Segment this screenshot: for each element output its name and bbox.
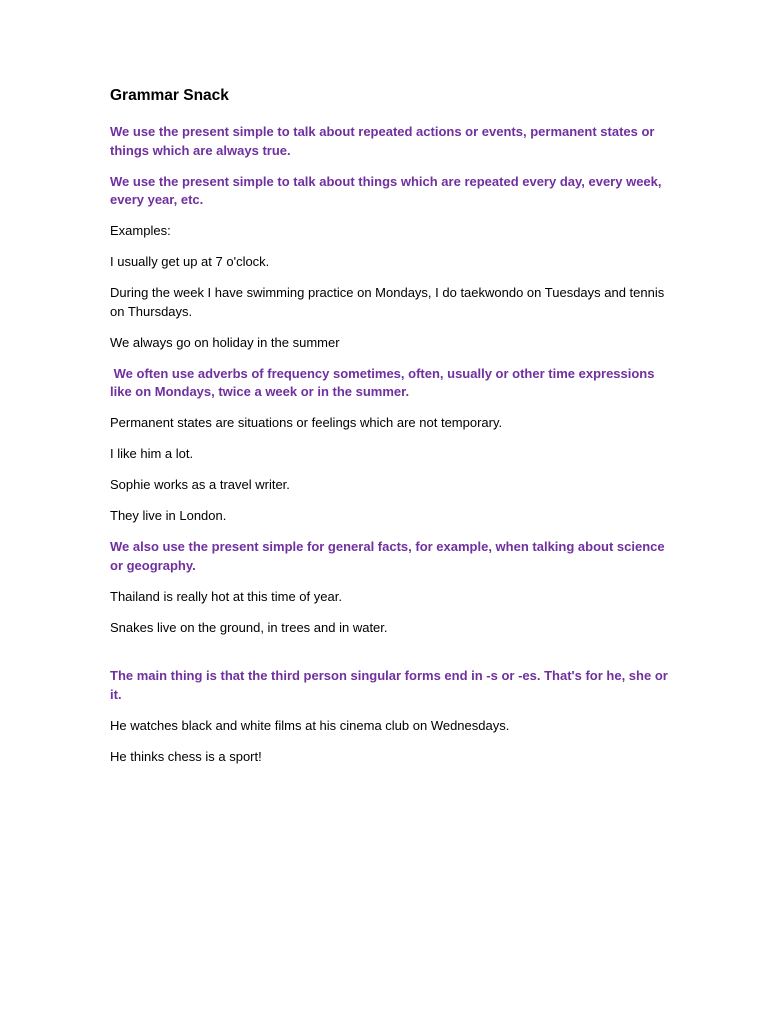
example-sentence: He watches black and white films at his cinema club on Wednesdays.: [110, 717, 510, 733]
example-sentence: During the week I have swimming practice on Mondays, I do taekwondo on Tuesdays and tennis on Thursdays.: [110, 285, 665, 319]
rule-paragraph: We often use adverbs of frequency sometimes, often, usually or other time expressions like on Mondays, twice a week or in the summer.: [110, 365, 659, 399]
document-page: [110, 85, 670, 779]
examples-label: Examples:: [110, 223, 171, 238]
example-sentence: Thailand is really hot at this time of year.: [110, 588, 342, 604]
rule-paragraph: We use the present simple to talk about things which are repeated every day, every week, every year, etc.: [110, 173, 662, 207]
rule-paragraph: We also use the present simple for general facts, for example, when talking about science or geography.: [110, 539, 665, 573]
example-sentence: We always go on holiday in the summer: [110, 334, 340, 350]
rule-paragraph: The main thing is that the third person singular forms end in -s or -es. That's for he, she or it.: [110, 668, 668, 702]
example-sentence: Snakes live on the ground, in trees and in water.: [110, 619, 388, 635]
example-sentence: I usually get up at 7 o'clock.: [110, 254, 270, 269]
rule-paragraph: We use the present simple to talk about repeated actions or events, permanent states or things which are always true.: [110, 124, 655, 158]
example-sentence: I like him a lot.: [110, 446, 194, 461]
document-title: Grammar Snack: [110, 87, 229, 104]
example-sentence: Sophie works as a travel writer.: [110, 477, 290, 492]
example-sentence: They live in London.: [110, 508, 227, 523]
explanation-paragraph: Permanent states are situations or feelings which are not temporary.: [110, 415, 503, 430]
example-sentence: He thinks chess is a sport!: [110, 748, 262, 764]
